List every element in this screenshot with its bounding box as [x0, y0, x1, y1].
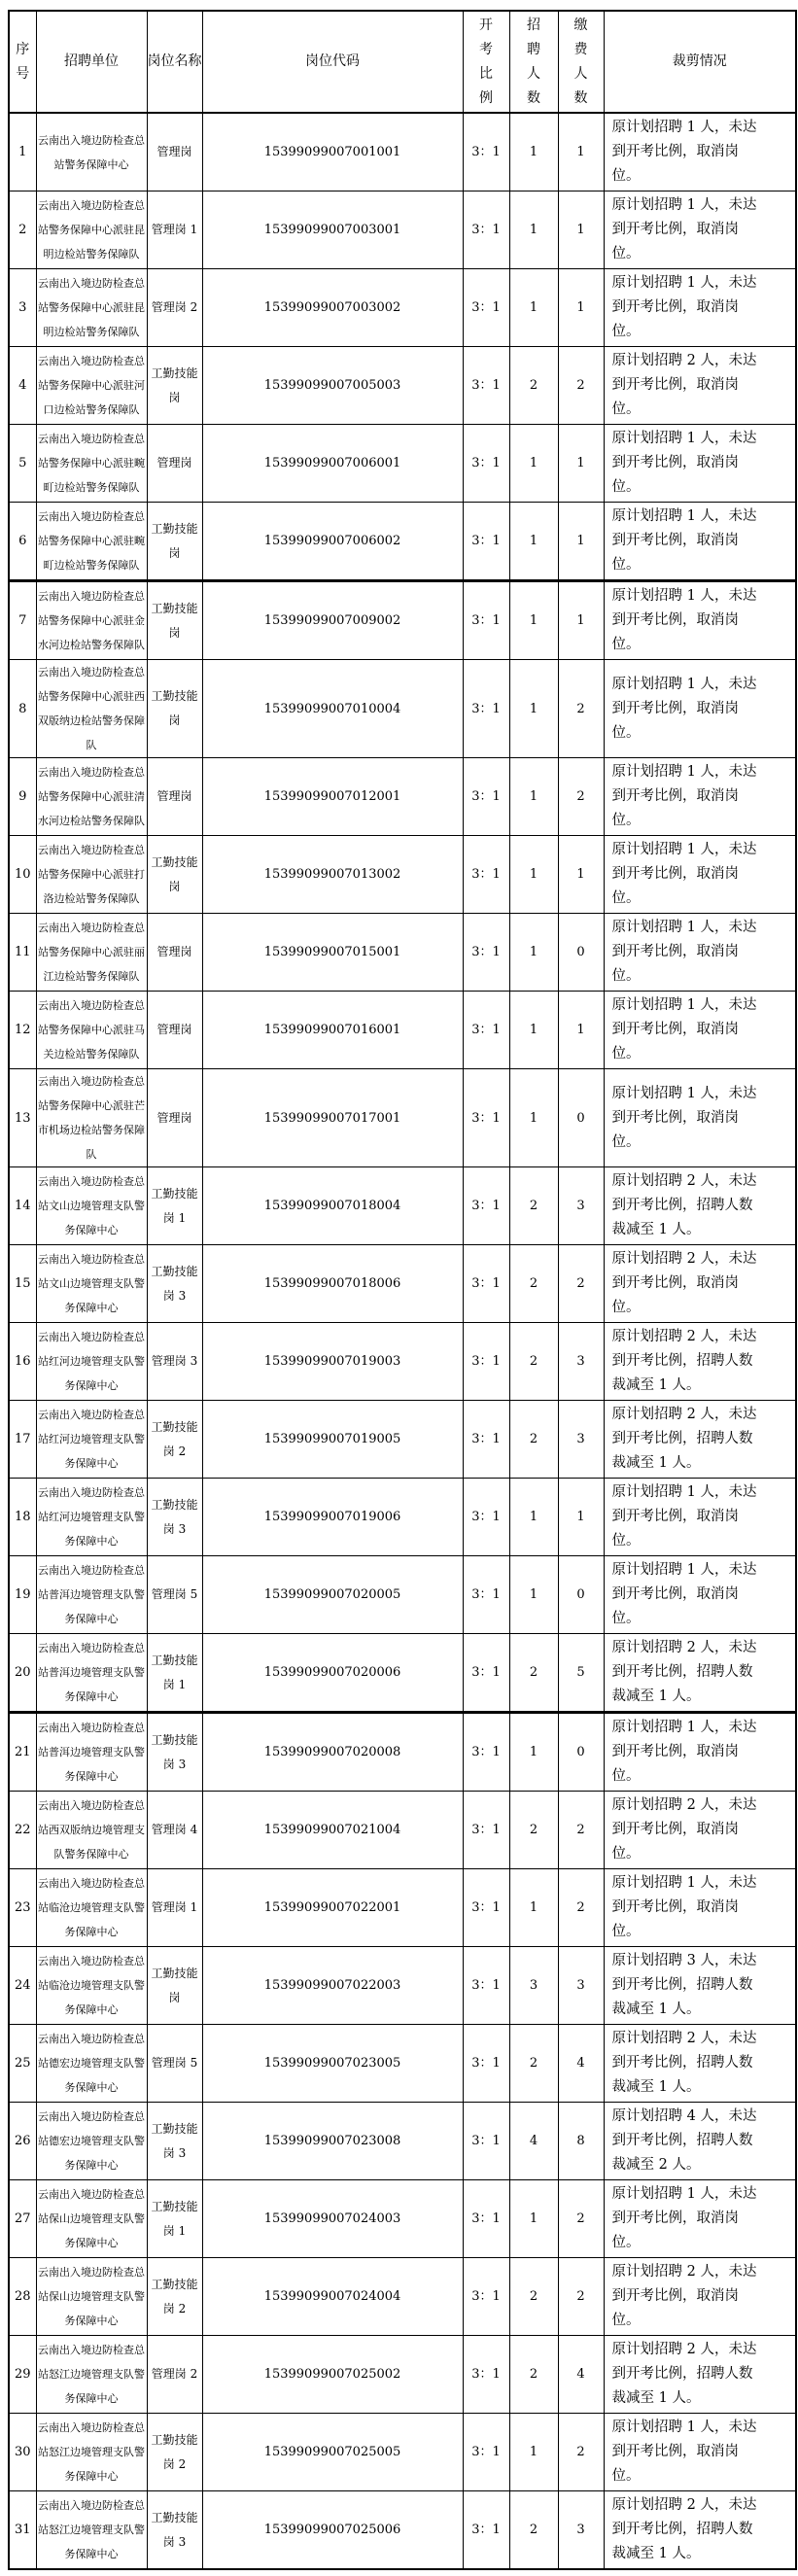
table-row — [9, 2258, 796, 2336]
cell-seq: 28 — [9, 2258, 36, 2336]
cell-unit: 云南出入境边防检查总站普洱边境管理支队警务保障中心 — [36, 1634, 147, 1713]
table-row — [9, 660, 796, 758]
cell-seq: 27 — [9, 2180, 36, 2258]
cell-payers: 3 — [558, 1947, 604, 2025]
cell-payers: 1 — [558, 503, 604, 581]
cell-recruits: 1 — [509, 1556, 558, 1634]
cell-code: 15399099007003002 — [202, 269, 463, 347]
cell-payers: 0 — [558, 914, 604, 992]
cell-status: 原计划招聘 1 人，未达到开考比例，取消岗位。 — [604, 503, 796, 581]
cell-payers: 4 — [558, 2336, 604, 2414]
cell-payers: 2 — [558, 1245, 604, 1323]
cell-ratio: 3：1 — [463, 1792, 509, 1869]
cell-seq: 9 — [9, 758, 36, 836]
cell-seq: 11 — [9, 914, 36, 992]
cell-ratio: 3：1 — [463, 1634, 509, 1713]
table-row — [9, 191, 796, 269]
cell-recruits: 2 — [509, 1792, 558, 1869]
header-recruits-label: 招聘人数 — [527, 17, 540, 106]
cell-seq: 26 — [9, 2103, 36, 2180]
table-row — [9, 2491, 796, 2570]
cell-unit: 云南出入境边防检查总站警务保障中心派驻西双版纳边检站警务保障队 — [36, 660, 147, 758]
cell-code: 15399099007019006 — [202, 1479, 463, 1556]
cell-seq: 2 — [9, 191, 36, 269]
cell-seq: 4 — [9, 347, 36, 425]
cell-seq: 12 — [9, 992, 36, 1069]
table-row — [9, 1634, 796, 1713]
cell-position: 工勤技能岗 3 — [147, 1713, 202, 1792]
table-row — [9, 1792, 796, 1869]
cell-seq: 8 — [9, 660, 36, 758]
cell-code: 15399099007019003 — [202, 1323, 463, 1401]
cell-ratio: 3：1 — [463, 914, 509, 992]
cell-seq: 10 — [9, 836, 36, 914]
cell-status: 原计划招聘 2 人，未达到开考比例，取消岗位。 — [604, 1245, 796, 1323]
cell-status: 原计划招聘 4 人，未达到开考比例，招聘人数裁减至 2 人。 — [604, 2103, 796, 2180]
cell-unit: 云南出入境边防检查总站警务保障中心派驻马关边检站警务保障队 — [36, 992, 147, 1069]
cell-recruits: 1 — [509, 1069, 558, 1167]
cell-position: 管理岗 1 — [147, 191, 202, 269]
cell-position: 管理岗 2 — [147, 269, 202, 347]
cell-code: 15399099007012001 — [202, 758, 463, 836]
cell-seq: 15 — [9, 1245, 36, 1323]
cell-status: 原计划招聘 1 人，未达到开考比例，取消岗位。 — [604, 1556, 796, 1634]
table-row — [9, 425, 796, 503]
cell-seq: 21 — [9, 1713, 36, 1792]
cell-ratio: 3：1 — [463, 581, 509, 660]
cell-recruits: 1 — [509, 2414, 558, 2491]
cell-seq: 25 — [9, 2025, 36, 2103]
cell-status: 原计划招聘 1 人，未达到开考比例，取消岗位。 — [604, 2180, 796, 2258]
cell-unit: 云南出入境边防检查总站警务保障中心 — [36, 113, 147, 191]
cell-payers: 1 — [558, 992, 604, 1069]
cell-seq: 16 — [9, 1323, 36, 1401]
cell-status: 原计划招聘 1 人，未达到开考比例，取消岗位。 — [604, 1479, 796, 1556]
cell-unit: 云南出入境边防检查总站西双版纳边境管理支队警务保障中心 — [36, 1792, 147, 1869]
header-payers-label: 缴费人数 — [573, 17, 588, 106]
cell-seq: 14 — [9, 1167, 36, 1245]
cell-code: 15399099007023008 — [202, 2103, 463, 2180]
cell-position: 工勤技能岗 1 — [147, 1634, 202, 1713]
cell-position: 管理岗 — [147, 113, 202, 191]
cell-ratio: 3：1 — [463, 1713, 509, 1792]
cell-position: 工勤技能岗 — [147, 1947, 202, 2025]
cell-code: 15399099007025002 — [202, 2336, 463, 2414]
cell-position: 管理岗 — [147, 914, 202, 992]
table-row — [9, 1713, 796, 1792]
cell-seq: 24 — [9, 1947, 36, 2025]
cell-position: 管理岗 5 — [147, 1556, 202, 1634]
table-row — [9, 2025, 796, 2103]
cell-unit: 云南出入境边防检查总站红河边境管理支队警务保障中心 — [36, 1401, 147, 1479]
cell-code: 15399099007025005 — [202, 2414, 463, 2491]
cell-recruits: 1 — [509, 1479, 558, 1556]
cell-payers: 3 — [558, 1167, 604, 1245]
cell-payers: 3 — [558, 1323, 604, 1401]
header-position-label: 岗位名称 — [147, 53, 202, 69]
header-seq-label: 序号 — [16, 41, 30, 82]
cell-status: 原计划招聘 1 人，未达到开考比例，取消岗位。 — [604, 581, 796, 660]
cell-code: 15399099007023005 — [202, 2025, 463, 2103]
cell-status: 原计划招聘 2 人，未达到开考比例，取消岗位。 — [604, 1792, 796, 1869]
cell-status: 原计划招聘 2 人，未达到开考比例，取消岗位。 — [604, 2258, 796, 2336]
cell-payers: 4 — [558, 2025, 604, 2103]
cell-position: 工勤技能岗 — [147, 347, 202, 425]
cell-payers: 1 — [558, 425, 604, 503]
cell-status: 原计划招聘 1 人，未达到开考比例，取消岗位。 — [604, 1869, 796, 1947]
cell-seq: 7 — [9, 581, 36, 660]
cell-unit: 云南出入境边防检查总站怒江边境管理支队警务保障中心 — [36, 2491, 147, 2570]
cell-position: 工勤技能岗 2 — [147, 1401, 202, 1479]
cell-code: 15399099007010004 — [202, 660, 463, 758]
table-row — [9, 1869, 796, 1947]
cell-unit: 云南出入境边防检查总站警务保障中心派驻昆明边检站警务保障队 — [36, 269, 147, 347]
cell-seq: 5 — [9, 425, 36, 503]
table-row — [9, 758, 796, 836]
cell-seq: 31 — [9, 2491, 36, 2570]
cell-code: 15399099007024003 — [202, 2180, 463, 2258]
header-ratio — [463, 11, 509, 113]
cell-code: 15399099007006001 — [202, 425, 463, 503]
cell-status: 原计划招聘 1 人，未达到开考比例，取消岗位。 — [604, 836, 796, 914]
cell-position: 管理岗 1 — [147, 1869, 202, 1947]
cell-recruits: 1 — [509, 113, 558, 191]
recruitment-adjustment-table — [8, 10, 797, 2570]
cell-ratio: 3：1 — [463, 1479, 509, 1556]
cell-seq: 29 — [9, 2336, 36, 2414]
cell-payers: 2 — [558, 1792, 604, 1869]
cell-ratio: 3：1 — [463, 660, 509, 758]
header-code-label: 岗位代码 — [305, 53, 360, 69]
cell-seq: 18 — [9, 1479, 36, 1556]
cell-position: 管理岗 — [147, 758, 202, 836]
cell-recruits: 1 — [509, 425, 558, 503]
cell-status: 原计划招聘 1 人，未达到开考比例，取消岗位。 — [604, 660, 796, 758]
cell-recruits: 2 — [509, 2336, 558, 2414]
cell-code: 15399099007009002 — [202, 581, 463, 660]
cell-code: 15399099007022001 — [202, 1869, 463, 1947]
cell-ratio: 3：1 — [463, 1167, 509, 1245]
table-row — [9, 992, 796, 1069]
cell-status: 原计划招聘 2 人，未达到开考比例，招聘人数裁减至 1 人。 — [604, 1401, 796, 1479]
cell-ratio: 3：1 — [463, 2336, 509, 2414]
cell-payers: 2 — [558, 1869, 604, 1947]
cell-recruits: 2 — [509, 2258, 558, 2336]
cell-payers: 1 — [558, 113, 604, 191]
table-row — [9, 914, 796, 992]
cell-unit: 云南出入境边防检查总站怒江边境管理支队警务保障中心 — [36, 2336, 147, 2414]
cell-recruits: 1 — [509, 836, 558, 914]
cell-payers: 2 — [558, 2180, 604, 2258]
cell-status: 原计划招聘 2 人，未达到开考比例，招聘人数裁减至 1 人。 — [604, 2025, 796, 2103]
cell-seq: 3 — [9, 269, 36, 347]
cell-ratio: 3：1 — [463, 2414, 509, 2491]
cell-recruits: 2 — [509, 2025, 558, 2103]
cell-position: 工勤技能岗 1 — [147, 1167, 202, 1245]
table-row — [9, 269, 796, 347]
cell-position: 工勤技能岗 — [147, 503, 202, 581]
cell-recruits: 1 — [509, 1869, 558, 1947]
cell-payers: 0 — [558, 1069, 604, 1167]
cell-recruits: 2 — [509, 347, 558, 425]
cell-unit: 云南出入境边防检查总站警务保障中心派驻畹町边检站警务保障队 — [36, 503, 147, 581]
cell-ratio: 3：1 — [463, 1401, 509, 1479]
cell-code: 15399099007001001 — [202, 113, 463, 191]
cell-unit: 云南出入境边防检查总站警务保障中心派驻金水河边检站警务保障队 — [36, 581, 147, 660]
cell-code: 15399099007020008 — [202, 1713, 463, 1792]
cell-code: 15399099007017001 — [202, 1069, 463, 1167]
cell-recruits: 1 — [509, 1713, 558, 1792]
cell-recruits: 2 — [509, 1245, 558, 1323]
cell-seq: 30 — [9, 2414, 36, 2491]
cell-seq: 1 — [9, 113, 36, 191]
header-code — [202, 11, 463, 113]
table-row — [9, 581, 796, 660]
cell-position: 工勤技能岗 1 — [147, 2180, 202, 2258]
cell-ratio: 3：1 — [463, 992, 509, 1069]
cell-ratio: 3：1 — [463, 2258, 509, 2336]
cell-code: 15399099007020006 — [202, 1634, 463, 1713]
cell-unit: 云南出入境边防检查总站警务保障中心派驻芒市机场边检站警务保障队 — [36, 1069, 147, 1167]
cell-unit: 云南出入境边防检查总站警务保障中心派驻清水河边检站警务保障队 — [36, 758, 147, 836]
cell-code: 15399099007013002 — [202, 836, 463, 914]
cell-status: 原计划招聘 1 人，未达到开考比例，取消岗位。 — [604, 758, 796, 836]
cell-payers: 3 — [558, 1401, 604, 1479]
cell-unit: 云南出入境边防检查总站文山边境管理支队警务保障中心 — [36, 1245, 147, 1323]
cell-recruits: 1 — [509, 503, 558, 581]
header-position — [147, 11, 202, 113]
cell-ratio: 3：1 — [463, 2491, 509, 2570]
cell-status: 原计划招聘 2 人，未达到开考比例，招聘人数裁减至 1 人。 — [604, 1323, 796, 1401]
table-row — [9, 1069, 796, 1167]
cell-payers: 2 — [558, 660, 604, 758]
header-status — [604, 11, 796, 113]
cell-position: 工勤技能岗 2 — [147, 2414, 202, 2491]
cell-status: 原计划招聘 1 人，未达到开考比例，取消岗位。 — [604, 113, 796, 191]
cell-code: 15399099007006002 — [202, 503, 463, 581]
cell-ratio: 3：1 — [463, 1556, 509, 1634]
cell-code: 15399099007020005 — [202, 1556, 463, 1634]
cell-code: 15399099007025006 — [202, 2491, 463, 2570]
table-row — [9, 503, 796, 581]
cell-payers: 2 — [558, 2414, 604, 2491]
cell-payers: 0 — [558, 1713, 604, 1792]
cell-unit: 云南出入境边防检查总站警务保障中心派驻河口边检站警务保障队 — [36, 347, 147, 425]
cell-unit: 云南出入境边防检查总站德宏边境管理支队警务保障中心 — [36, 2025, 147, 2103]
cell-payers: 2 — [558, 347, 604, 425]
cell-code: 15399099007022003 — [202, 1947, 463, 2025]
cell-ratio: 3：1 — [463, 1947, 509, 2025]
cell-seq: 13 — [9, 1069, 36, 1167]
cell-status: 原计划招聘 1 人，未达到开考比例，取消岗位。 — [604, 992, 796, 1069]
cell-status: 原计划招聘 2 人，未达到开考比例，招聘人数裁减至 1 人。 — [604, 1634, 796, 1713]
table-row — [9, 2103, 796, 2180]
cell-code: 15399099007021004 — [202, 1792, 463, 1869]
cell-ratio: 3：1 — [463, 1245, 509, 1323]
cell-ratio: 3：1 — [463, 191, 509, 269]
header-seq — [9, 11, 36, 113]
cell-status: 原计划招聘 3 人，未达到开考比例，招聘人数裁减至 1 人。 — [604, 1947, 796, 2025]
cell-ratio: 3：1 — [463, 2025, 509, 2103]
cell-unit: 云南出入境边防检查总站警务保障中心派驻昆明边检站警务保障队 — [36, 191, 147, 269]
table-row — [9, 1167, 796, 1245]
table-row — [9, 1401, 796, 1479]
cell-recruits: 2 — [509, 2491, 558, 2570]
cell-position: 工勤技能岗 3 — [147, 2491, 202, 2570]
table-row — [9, 347, 796, 425]
cell-recruits: 1 — [509, 581, 558, 660]
cell-unit: 云南出入境边防检查总站临沧边境管理支队警务保障中心 — [36, 1869, 147, 1947]
cell-recruits: 1 — [509, 269, 558, 347]
cell-code: 15399099007003001 — [202, 191, 463, 269]
cell-recruits: 1 — [509, 758, 558, 836]
cell-status: 原计划招聘 1 人，未达到开考比例，取消岗位。 — [604, 191, 796, 269]
cell-unit: 云南出入境边防检查总站保山边境管理支队警务保障中心 — [36, 2258, 147, 2336]
table-row — [9, 2180, 796, 2258]
table-header — [9, 11, 796, 113]
cell-position: 工勤技能岗 — [147, 660, 202, 758]
cell-ratio: 3：1 — [463, 113, 509, 191]
cell-unit: 云南出入境边防检查总站保山边境管理支队警务保障中心 — [36, 2180, 147, 2258]
cell-payers: 8 — [558, 2103, 604, 2180]
cell-unit: 云南出入境边防检查总站普洱边境管理支队警务保障中心 — [36, 1713, 147, 1792]
cell-payers: 2 — [558, 758, 604, 836]
header-status-label: 裁剪情况 — [672, 53, 727, 69]
cell-status: 原计划招聘 1 人，未达到开考比例，取消岗位。 — [604, 2414, 796, 2491]
cell-position: 管理岗 3 — [147, 1323, 202, 1401]
cell-ratio: 3：1 — [463, 425, 509, 503]
cell-position: 管理岗 — [147, 1069, 202, 1167]
cell-recruits: 1 — [509, 914, 558, 992]
cell-ratio: 3：1 — [463, 347, 509, 425]
cell-ratio: 3：1 — [463, 1069, 509, 1167]
cell-position: 工勤技能岗 3 — [147, 2103, 202, 2180]
cell-position: 管理岗 — [147, 425, 202, 503]
cell-recruits: 2 — [509, 1401, 558, 1479]
header-row — [9, 11, 796, 113]
cell-recruits: 1 — [509, 992, 558, 1069]
table-row — [9, 1556, 796, 1634]
cell-recruits: 3 — [509, 1947, 558, 2025]
cell-status: 原计划招聘 1 人，未达到开考比例，取消岗位。 — [604, 269, 796, 347]
cell-status: 原计划招聘 1 人，未达到开考比例，取消岗位。 — [604, 1713, 796, 1792]
cell-code: 15399099007016001 — [202, 992, 463, 1069]
cell-recruits: 1 — [509, 660, 558, 758]
cell-unit: 云南出入境边防检查总站临沧边境管理支队警务保障中心 — [36, 1947, 147, 2025]
cell-status: 原计划招聘 2 人，未达到开考比例，取消岗位。 — [604, 347, 796, 425]
cell-status: 原计划招聘 1 人，未达到开考比例，取消岗位。 — [604, 1069, 796, 1167]
table-row — [9, 1323, 796, 1401]
cell-unit: 云南出入境边防检查总站警务保障中心派驻打洛边检站警务保障队 — [36, 836, 147, 914]
cell-unit: 云南出入境边防检查总站普洱边境管理支队警务保障中心 — [36, 1556, 147, 1634]
cell-seq: 23 — [9, 1869, 36, 1947]
cell-code: 15399099007019005 — [202, 1401, 463, 1479]
cell-position: 工勤技能岗 3 — [147, 1479, 202, 1556]
cell-code: 15399099007018006 — [202, 1245, 463, 1323]
table-row — [9, 1245, 796, 1323]
cell-position: 工勤技能岗 — [147, 581, 202, 660]
cell-recruits: 2 — [509, 1167, 558, 1245]
cell-ratio: 3：1 — [463, 2180, 509, 2258]
cell-status: 原计划招聘 2 人，未达到开考比例，招聘人数裁减至 1 人。 — [604, 1167, 796, 1245]
cell-recruits: 4 — [509, 2103, 558, 2180]
cell-payers: 0 — [558, 1556, 604, 1634]
cell-payers: 1 — [558, 191, 604, 269]
cell-position: 工勤技能岗 — [147, 836, 202, 914]
cell-position: 管理岗 4 — [147, 1792, 202, 1869]
cell-ratio: 3：1 — [463, 2103, 509, 2180]
cell-payers: 1 — [558, 836, 604, 914]
header-unit — [36, 11, 147, 113]
cell-unit: 云南出入境边防检查总站怒江边境管理支队警务保障中心 — [36, 2414, 147, 2491]
cell-unit: 云南出入境边防检查总站警务保障中心派驻丽江边检站警务保障队 — [36, 914, 147, 992]
cell-unit: 云南出入境边防检查总站红河边境管理支队警务保障中心 — [36, 1323, 147, 1401]
cell-payers: 1 — [558, 1479, 604, 1556]
cell-position: 工勤技能岗 3 — [147, 1245, 202, 1323]
table-row — [9, 1479, 796, 1556]
cell-unit: 云南出入境边防检查总站文山边境管理支队警务保障中心 — [36, 1167, 147, 1245]
cell-status: 原计划招聘 1 人，未达到开考比例，取消岗位。 — [604, 425, 796, 503]
cell-seq: 20 — [9, 1634, 36, 1713]
cell-seq: 6 — [9, 503, 36, 581]
cell-ratio: 3：1 — [463, 503, 509, 581]
cell-position: 管理岗 — [147, 992, 202, 1069]
cell-ratio: 3：1 — [463, 758, 509, 836]
cell-position: 管理岗 5 — [147, 2025, 202, 2103]
cell-unit: 云南出入境边防检查总站警务保障中心派驻畹町边检站警务保障队 — [36, 425, 147, 503]
cell-payers: 1 — [558, 581, 604, 660]
cell-payers: 1 — [558, 269, 604, 347]
table-row — [9, 113, 796, 191]
cell-payers: 2 — [558, 2258, 604, 2336]
header-ratio-label: 开考比例 — [479, 17, 493, 106]
table-row — [9, 1947, 796, 2025]
header-payers — [558, 11, 604, 113]
cell-unit: 云南出入境边防检查总站红河边境管理支队警务保障中心 — [36, 1479, 147, 1556]
cell-code: 15399099007018004 — [202, 1167, 463, 1245]
cell-position: 管理岗 2 — [147, 2336, 202, 2414]
header-recruits — [509, 11, 558, 113]
cell-recruits: 1 — [509, 191, 558, 269]
table-body — [9, 113, 796, 2569]
cell-ratio: 3：1 — [463, 269, 509, 347]
cell-ratio: 3：1 — [463, 1323, 509, 1401]
cell-recruits: 2 — [509, 1634, 558, 1713]
cell-seq: 19 — [9, 1556, 36, 1634]
cell-unit: 云南出入境边防检查总站德宏边境管理支队警务保障中心 — [36, 2103, 147, 2180]
cell-code: 15399099007024004 — [202, 2258, 463, 2336]
cell-position: 工勤技能岗 2 — [147, 2258, 202, 2336]
table-row — [9, 2336, 796, 2414]
cell-ratio: 3：1 — [463, 1869, 509, 1947]
cell-payers: 3 — [558, 2491, 604, 2570]
cell-status: 原计划招聘 2 人，未达到开考比例，招聘人数裁减至 1 人。 — [604, 2491, 796, 2570]
cell-payers: 5 — [558, 1634, 604, 1713]
table-row — [9, 836, 796, 914]
cell-seq: 17 — [9, 1401, 36, 1479]
table-row — [9, 2414, 796, 2491]
cell-recruits: 1 — [509, 2180, 558, 2258]
cell-seq: 22 — [9, 1792, 36, 1869]
cell-status: 原计划招聘 2 人，未达到开考比例，招聘人数裁减至 1 人。 — [604, 2336, 796, 2414]
header-unit-label: 招聘单位 — [64, 53, 119, 69]
cell-status: 原计划招聘 1 人，未达到开考比例，取消岗位。 — [604, 914, 796, 992]
cell-code: 15399099007015001 — [202, 914, 463, 992]
cell-ratio: 3：1 — [463, 836, 509, 914]
cell-code: 15399099007005003 — [202, 347, 463, 425]
cell-recruits: 2 — [509, 1323, 558, 1401]
